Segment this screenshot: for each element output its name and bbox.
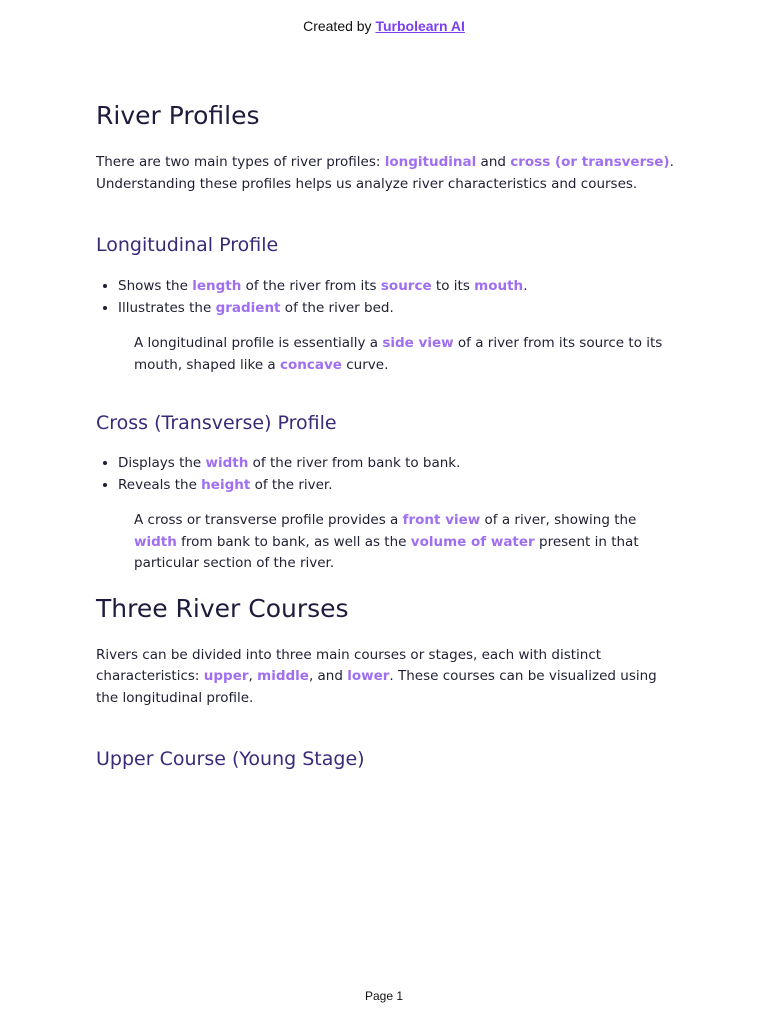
term-width: width: [205, 455, 249, 471]
heading-river-profiles: River Profiles: [96, 101, 260, 130]
heading-cross-profile: Cross (Transverse) Profile: [96, 412, 337, 434]
paragraph-longitudinal-note: A longitudinal profile is essentially a side view of a river from its source to its mouth, shaped like a concave curve.: [134, 335, 663, 373]
term-front-view: front view: [402, 512, 481, 528]
term-source: source: [380, 278, 432, 294]
list-longitudinal: [96, 275, 676, 319]
term-upper: upper: [203, 668, 249, 684]
term-concave: concave: [280, 356, 342, 373]
list-item: • Reveals the height of the river.: [118, 474, 676, 496]
term-length: length: [192, 278, 242, 294]
heading-upper-course: Upper Course (Young Stage): [96, 748, 365, 770]
term-lower: lower: [347, 668, 390, 684]
term-longitudinal: longitudinal: [384, 154, 477, 170]
credit-prefix: Created by: [303, 18, 376, 34]
page-number: Page 1: [364, 989, 404, 1003]
term-width: width: [134, 533, 177, 550]
term-height: height: [201, 477, 251, 493]
turbolearn-link[interactable]: Turbolearn AI: [375, 18, 465, 34]
heading-three-river-courses: Three River Courses: [96, 593, 349, 623]
credit-line: [0, 18, 768, 34]
list-cross: [96, 452, 676, 496]
term-volume-of-water: volume of water: [410, 533, 535, 550]
term-side-view: side view: [382, 335, 454, 351]
term-middle: middle: [257, 668, 309, 684]
term-mouth: mouth: [474, 278, 524, 294]
list-item: • Illustrates the gradient of the river bed.: [118, 297, 676, 319]
paragraph-three-courses-intro: Rivers can be divided into three main courses or stages, each with distinct characteristics: upper, middle, and lower. These courses can be visualized using the longitudinal profile.: [96, 646, 657, 706]
paragraph-river-profiles-intro: There are two main types of river profiles: longitudinal and cross (or transverse). Understanding these profiles helps us analyze river characteristics and courses.: [96, 154, 674, 192]
term-gradient: gradient: [215, 300, 281, 316]
list-item: • Shows the length of the river from its source to its mouth.: [118, 275, 676, 297]
term-cross: cross (or transverse): [510, 154, 670, 170]
list-item: • Displays the width of the river from bank to bank.: [118, 452, 676, 474]
document-content: [96, 98, 676, 773]
paragraph-cross-note: A cross or transverse profile provides a front view of a river, showing the width from bank to bank, as well as the volume of water present in that particular section of the river.: [134, 512, 639, 571]
heading-longitudinal-profile: Longitudinal Profile: [96, 234, 279, 256]
